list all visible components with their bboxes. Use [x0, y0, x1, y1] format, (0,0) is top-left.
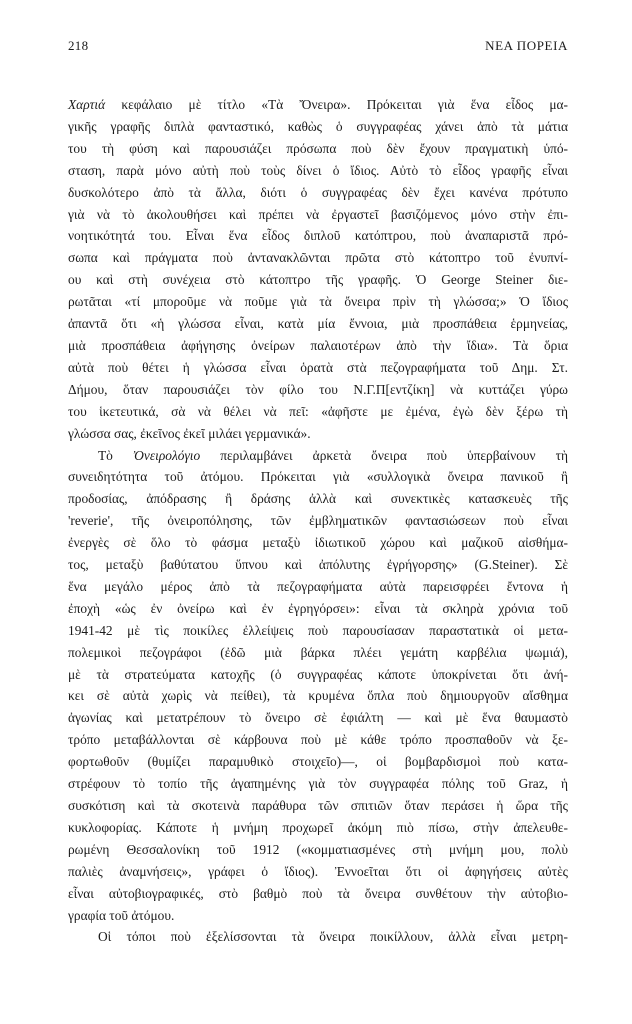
book-page — [68, 38, 568, 948]
text-line: νοητικότητά του. Εἶναι ἕνα εἶδος διπλοῦ κατόπτρου, ποὺ ἀναπαριστᾶ πρό- — [68, 228, 568, 244]
text-line: γλώσσα σας, ἐκεῖνος ἐκεῖ μιλάει γερμανικά». — [68, 425, 311, 441]
text-line: μιὰ προσπάθεια ἀφήγησης ὀνείρων παλαιοτέρων ἀπὸ τὴν ἴδια». Τὰ ὅρια — [68, 337, 568, 353]
text-line: του τὴ φύση καὶ παρουσιάζει πρόσωπα ποὺ δὲν ἔχουν πραγματικὴ ὑπό- — [68, 140, 568, 156]
text-line: φορτωθοῦν (θυμίζει παραμυθικὸ στοιχεῖο)—, οἱ βομβαρδισμοὶ ποὺ κατα- — [68, 754, 568, 770]
text-line: παλιὲς ἀναμνήσεις», γράφει ὁ ἴδιος). Ἐννοεῖται ὅτι οἱ ἀφηγήσεις αὐτὲς — [68, 863, 568, 879]
text-line: Δήμου, ὅταν παρουσιάζει τὸν φίλο του Ν.Γ.Π[εντζίκη] νὰ κυττάζει γύρω — [68, 381, 568, 397]
text-line: κυκλοφορίας. Κάποτε ἡ μνήμη προχωρεῖ ἀκόμη πιὸ πίσω, στὴν ἀπελευθε- — [68, 819, 568, 835]
text-line: γιὰ νὰ τὸ ἀκολουθήσει καὶ πρέπει νὰ ἐργαστεῖ βασιζόμενος μόνο στὴν ἐπι- — [68, 206, 568, 222]
text-line: σωπα καὶ πράγματα ποὺ ἀντανακλῶνται πρῶτα στὸ κάτοπτρο τοῦ ἐνυπνί- — [68, 250, 568, 266]
text-line: 1941-42 μὲ τὶς ποικίλες ἐλλείψεις ποὺ παρουσίασαν παραστατικὰ οἱ μετα- — [68, 622, 568, 638]
text-line: προδοσίας, ἀπόδρασης ἢ δράσης ἀλλὰ καὶ συνεκτικὲς κατασκευὲς τῆς — [68, 491, 568, 507]
text-line: συνειδητότητα τοῦ ἀτόμου. Πρόκειται γιὰ «συλλογικὰ ὄνειρα πανικοῦ ἢ — [68, 469, 568, 485]
text-line: Χαρτιά κεφάλαιο μὲ τίτλο «Τὰ Ὄνειρα». Πρόκειται γιὰ ἕνα εἶδος μα- — [68, 97, 568, 112]
text-line: δυσκολότερο ἀπὸ τὰ ἄλλα, διότι ὁ συγγραφέας δὲν ἔχει κανένα πρότυπο — [68, 184, 568, 200]
text-line: εἶναι αὐτοβιογραφικές, στὸ βαθμὸ ποὺ τὰ ὄνειρα συνθέτουν τὴν αὐτοβιο- — [68, 885, 568, 901]
text-line: γραφία τοῦ ἀτόμου. — [68, 907, 175, 923]
page-header — [68, 38, 568, 58]
text-line: γικῆς γραφῆς διπλὰ φανταστικό, καθὼς ὁ συγγραφέας χάνει ἀπὸ τὰ μάτια — [68, 118, 568, 134]
text-line: ρωτᾶται «τί μποροῦμε νὰ ποῦμε γιὰ τὰ ὄνειρα πρὶν τὴ γλώσσα;» Ὁ ἴδιος — [68, 294, 568, 310]
running-title: ΝΕΑ ΠΟΡΕΙΑ — [485, 38, 568, 53]
text-line: πολεμικοὶ πεζογράφοι (ἐδῶ μιὰ βάρκα πλέει γεμάτη καρβέλια ψωμιά), — [68, 644, 568, 660]
text-line: μὲ τὰ στρατεύματα κατοχῆς (ὁ συγγραφέας κάποτε ὑποκρίνεται ὅτι ἀνή- — [68, 666, 568, 682]
paragraph — [68, 94, 568, 445]
text-line: ἕνα μεγάλο μέρος ἀπὸ τὰ πεζογραφήματα αὐτὰ παρεισφρέει ἔντονα ἡ — [68, 578, 568, 594]
text-line: Τὸ Ὀνειρολόγιο περιλαμβάνει ἀρκετὰ ὄνειρα ποὺ ὑπερβαίνουν τὴ — [98, 447, 568, 463]
text-line: 'reverie', τῆς ὀνειροπόλησης, τῶν ἐμβληματικῶν φαντασιώσεων ποὺ εἶναι — [68, 513, 568, 529]
paragraph — [68, 926, 568, 948]
page-body — [68, 94, 568, 948]
text-line: ρωμένη Θεσσαλονίκη τοῦ 1912 («κομματιασμένες στὴ μνήμη μου, πολὺ — [68, 841, 568, 857]
text-line: ἀπαντᾶ ὅτι «ἡ γλώσσα εἶναι, κατὰ μία ἔννοια, μιὰ προσπάθεια ἑρμηνείας, — [68, 316, 568, 332]
text-line: ἐνεργὲς σὲ ὅλο τὸ φάσμα μεταξὺ ἰδιωτικοῦ χώρου καὶ μαζικοῦ αἰσθήμα- — [68, 535, 568, 551]
text-line: στρέφουν τὸ τοπίο τῆς ἀγαπημένης γιὰ τὸν συγγραφέα πόλης τοῦ Graz, ἡ — [68, 776, 568, 792]
text-line: αὐτὰ ποὺ θέτει ἡ γλώσσα εἶναι ὁρατὰ στὰ πεζογραφήματα τοῦ Δημ. Στ. — [68, 359, 568, 375]
text-line: κει σὲ αὐτὰ χωρὶς νὰ πείθει), τὰ κρυμένα ὅπλα ποὺ δημιουργοῦν αἴσθημα — [68, 688, 568, 704]
text-line: τρόπο μεταβάλλονται σὲ κάρβουνα ποὺ μὲ κάθε τρόπο προσπαθοῦν νὰ ξε- — [68, 732, 568, 748]
page-number: 218 — [68, 38, 89, 53]
text-line: ου καὶ στὴ συνέχεια στὸ κάτοπτρο τῆς γραφῆς. Ὁ George Steiner διε- — [68, 272, 568, 288]
text-line: ἐποχὴ «ὡς ἐν ὀνείρω καὶ ἐν ἐγρηγόρσει»: εἶναι τὰ σκληρὰ χρόνια τοῦ — [68, 600, 568, 616]
text-line: ἀγωνίας καὶ μετατρέπουν τὸ ὄνειρο σὲ ἐφιάλτη — καὶ μὲ ἕνα θαυμαστὸ — [68, 710, 568, 726]
paragraph — [68, 445, 568, 927]
text-line: συσκότιση καὶ τὰ σκοτεινὰ παράθυρα τῶν σπιτιῶν ὅταν περάσει ἡ ὥρα τῆς — [68, 798, 568, 813]
text-line: Οἱ τόποι ποὺ ἐξελίσσονται τὰ ὄνειρα ποικίλλουν, ἀλλὰ εἶναι μετρη- — [98, 929, 568, 945]
text-line: τος, μεταξὺ βαθύτατου ὕπνου καὶ ἀπόλυτης ἐγρήγορσης» (G.Steiner). Σὲ — [68, 557, 568, 573]
text-line: του ἱκετευτικά, σὰ νὰ θέλει νὰ πεῖ: «ἀφῆστε με ἐμένα, ἐγὼ δὲν ξέρω τὴ — [68, 403, 568, 419]
text-line: σταση, παρὰ μόνο αὐτὴ ποὺ τοὺς δίνει ὁ ἴδιος. Αὐτὸ τὸ εἶδος γραφῆς εἶναι — [68, 162, 568, 178]
